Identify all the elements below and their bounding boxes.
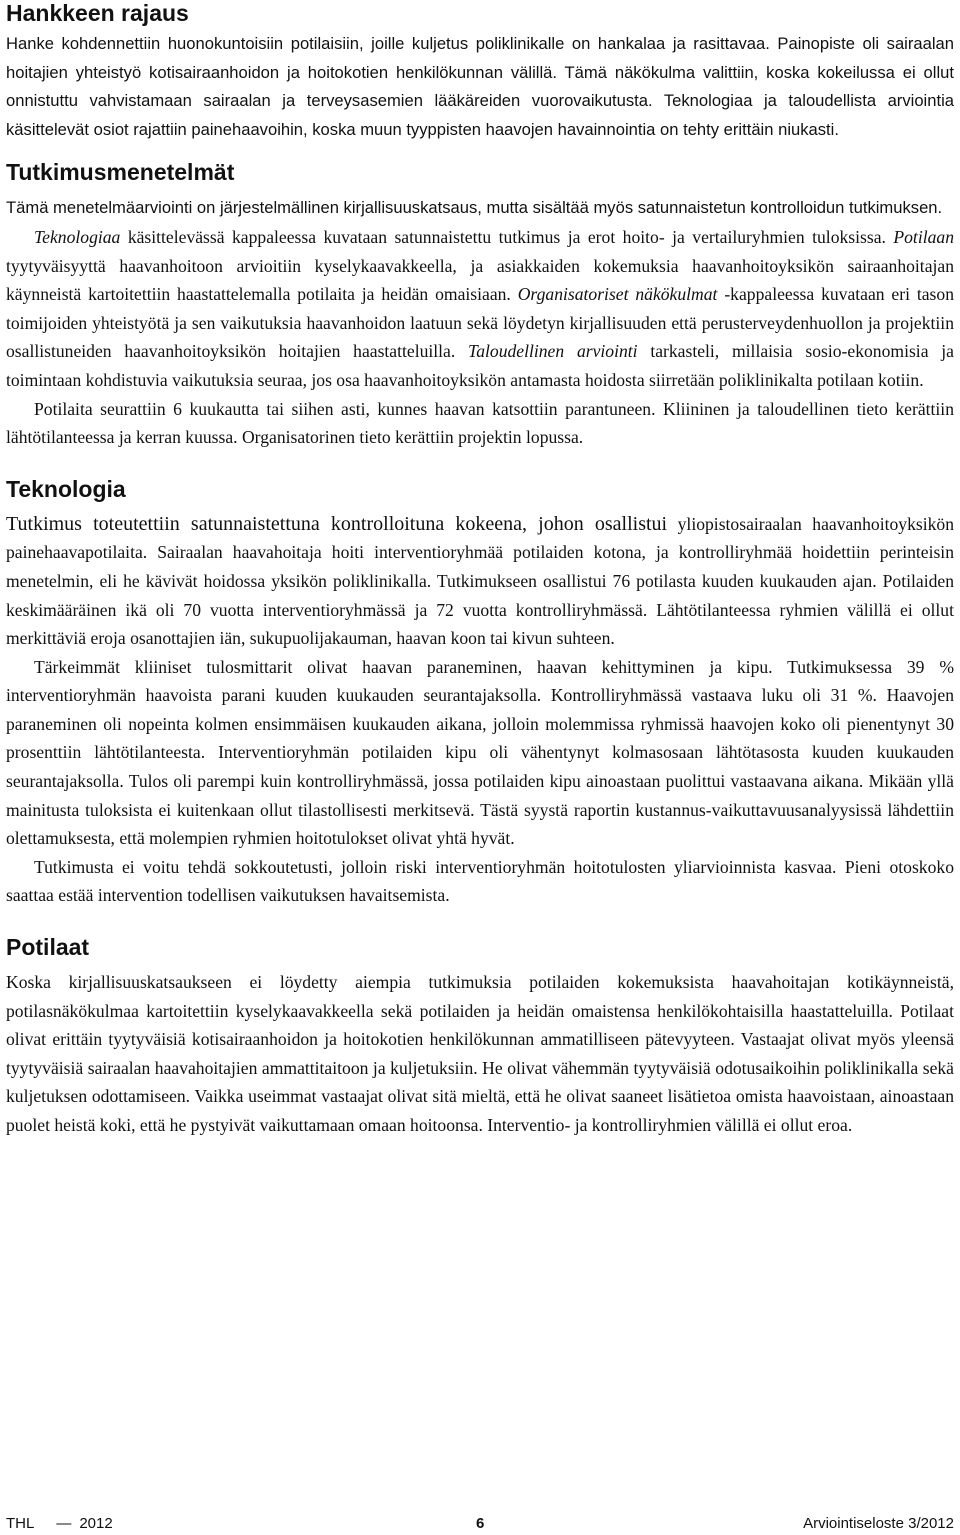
footer-publisher-year: THL — 2012: [6, 1515, 113, 1532]
paragraph: Tämä menetelmäarviointi on järjestelmällinen kirjallisuuskatsaus, mutta sisältää myös satunnaistetun kontrolloidun tutkimuksen.: [6, 198, 943, 218]
italic-term: Organisatoriset näkökulmat: [517, 284, 718, 305]
paragraph: [6, 510, 954, 653]
italic-term: Potilaan: [893, 226, 954, 247]
page-number: 6: [476, 1515, 485, 1532]
paragraph: Potilaita seurattiin 6 kuukautta tai siihen asti, kunnes haavan katsottiin parantuneen. Kliininen ja taloudellinen tieto kerättiin lähtötilanteessa ja kerran kuussa. Organisatorinen tieto kerättiin projektin lopussa.: [6, 398, 954, 448]
section-heading: Teknologia: [6, 475, 126, 502]
footer-series: Arviointiseloste 3/2012: [803, 1515, 954, 1532]
paragraph: Tutkimusta ei voitu tehdä sokkoutetusti, jolloin riski interventioryhmän hoitotulosten yliarvioinnista kasvaa. Pieni otoskoko saattaa estää intervention todellisen vaikutuksen havaitsemista.: [6, 856, 954, 906]
document-page: [6, 0, 954, 1140]
section-heading: Tutkimusmenetelmät: [6, 159, 235, 186]
section-teknologia: [6, 476, 954, 910]
paragraph-text: käsittelevässä kappaleessa kuvataan satunnaistettu tutkimus ja erot hoito- ja vertailuryhmien tuloksissa.: [120, 226, 894, 247]
footer-year: 2012: [79, 1515, 113, 1532]
paragraph: Hanke kohdennettiin huonokuntoisiin potilaisiin, joille kuljetus poliklinikalle on hankalaa ja rasittavaa. Painopiste oli sairaalan hoitajien yhteistyö kotisairaanhoidon ja hoitokotien henkilökunnan välillä. Tämä näkökulma valittiin, koska kokeilussa ei ollut onnistuttu vahvistamaan sairaalan ja terveysasemien lääkäreiden vuorovaikutusta. Teknologiaa ja taloudellista arviointia käsittelevät osiot rajattiin painehaavoihin, koska muun tyyppisten haavojen havainnointia on tehty erittäin niukasti.: [6, 34, 954, 139]
page-footer: [6, 1515, 954, 1535]
italic-term: Teknologiaa: [34, 226, 121, 247]
section-heading: Hankkeen rajaus: [6, 0, 189, 26]
section-potilaat: [6, 934, 954, 1140]
paragraph: Koska kirjallisuuskatsaukseen ei löydetty aiempia tutkimuksia potilaiden kokemuksista haavahoitajan kotikäynneistä, potilasnäkökulmaa kartoitettiin kyselykaavakkeella sekä potilaiden ja heidän omaistensa henkilökohtaisilla haastatteluilla. Potilaat olivat erittäin tyytyväisiä kotisairaanhoidon ja hoitokotien henkilökunnan ammatilliseen pätevyyteen. Vastaajat olivat myös yleensä tyytyväisiä sairaalan haavahoitajien ammattitaitoon ja kuljetuksiin. He olivat vähemmän tyytyväisiä odotusaikoihin poliklinikalla sekä kuljetuksen odottamiseen. Vaikka useimmat vastaajat olivat sitä mieltä, että he olivat saaneet lisätietoa omista haavoistaan, ainoastaan puolet heistä koki, että he pystyivät vaikuttamaan omaan hoitoonsa. Interventio- ja kontrolliryhmien välillä ei ollut eroa.: [6, 972, 954, 1135]
lead-text: Tutkimus toteutettiin satunnaistettuna kontrolloituna kokeena, johon osallistui: [6, 512, 668, 535]
paragraph: [6, 223, 954, 395]
paragraph-text: -kappaleessa kuvataan eri tason toimijoiden yhteistyötä ja sen vaikutuksia haavanhoidon laatuun sekä löydetyn kirjallisuuden että perusterveydenhuollon ja projektiin osallistuneiden haavanhoitoyksikön hoitajien haastatteluilla.: [6, 284, 954, 362]
paragraph-text: yliopistosairaalan haavanhoitoyksikön painehaavapotilaita. Sairaalan haavahoitaja hoiti interventioryhmää potilaiden kotona, ja kontrolliryhmää hoidettiin perinteisin menetelmin, eli he kävivät hoidossa yksikön poliklinikalla. Tutkimukseen osallistui 76 potilasta kuuden kuukauden ajan. Potilaiden keskimääräinen ikä oli 70 vuotta interventioryhmässä ja 72 vuotta kontrolliryhmässä. Lähtötilanteessa ryhmien välillä ei ollut merkittäviä eroja osanottajien iän, sukupuolijakauman, haavan koon tai kivun suhteen.: [6, 513, 954, 649]
footer-publisher: THL: [6, 1515, 35, 1532]
section-tutkimusmenetelmat: [6, 159, 954, 451]
paragraph-text: tyytyväisyyttä haavanhoitoon arvioitiin kyselykaavakkeella, ja asiakkaiden kokemuksia haavanhoitoyksikön sairaanhoitajan käynneistä kartoitettiin haastattelemalla potilaita ja heidän omaisiaan.: [6, 255, 954, 305]
section-heading: Potilaat: [6, 934, 90, 961]
section-hankkeen-rajaus: [6, 0, 954, 144]
italic-term: Taloudellinen arviointi: [468, 341, 638, 362]
paragraph-text: tarkasteli, millaisia sosio-ekonomisia ja toimintaan kohdistuvia vaikutuksia seuraa, jos osa haavanhoitoyksikön antamasta hoidosta siirretään poliklinikalta potilaan kotiin.: [6, 341, 954, 390]
paragraph: Tärkeimmät kliiniset tulosmittarit olivat haavan paraneminen, haavan kehittyminen ja kipu. Tutkimuksessa 39 % interventioryhmän haavoista parani kuuden kuukauden seurantajaksolla. Kontrolliryhmässä vastaava luku oli 31 %. Haavojen paraneminen oli nopeinta kolmen ensimmäisen kuukauden aikana, jolloin molemmissa ryhmissä haavojen koko oli pienentynyt 30 prosenttiin lähtötilanteesta. Interventioryhmän potilaiden kipu oli vähentynyt kolmasosaan lähtötasosta kuuden kuukauden seurantajaksolla. Tulos oli parempi kuin kontrolliryhmässä, jossa potilaiden kipu ainoastaan puolittui vastaavana aikana. Mikään yllä mainitusta tuloksista ei kuitenkaan ollut tilastollisesti merkitsevä. Tästä syystä raportin kustannus-vaikuttavuusanalyysissä lähdettiin olettamuksesta, että molempien ryhmien hoitotulokset olivat yhtä hyvät.: [6, 656, 954, 849]
